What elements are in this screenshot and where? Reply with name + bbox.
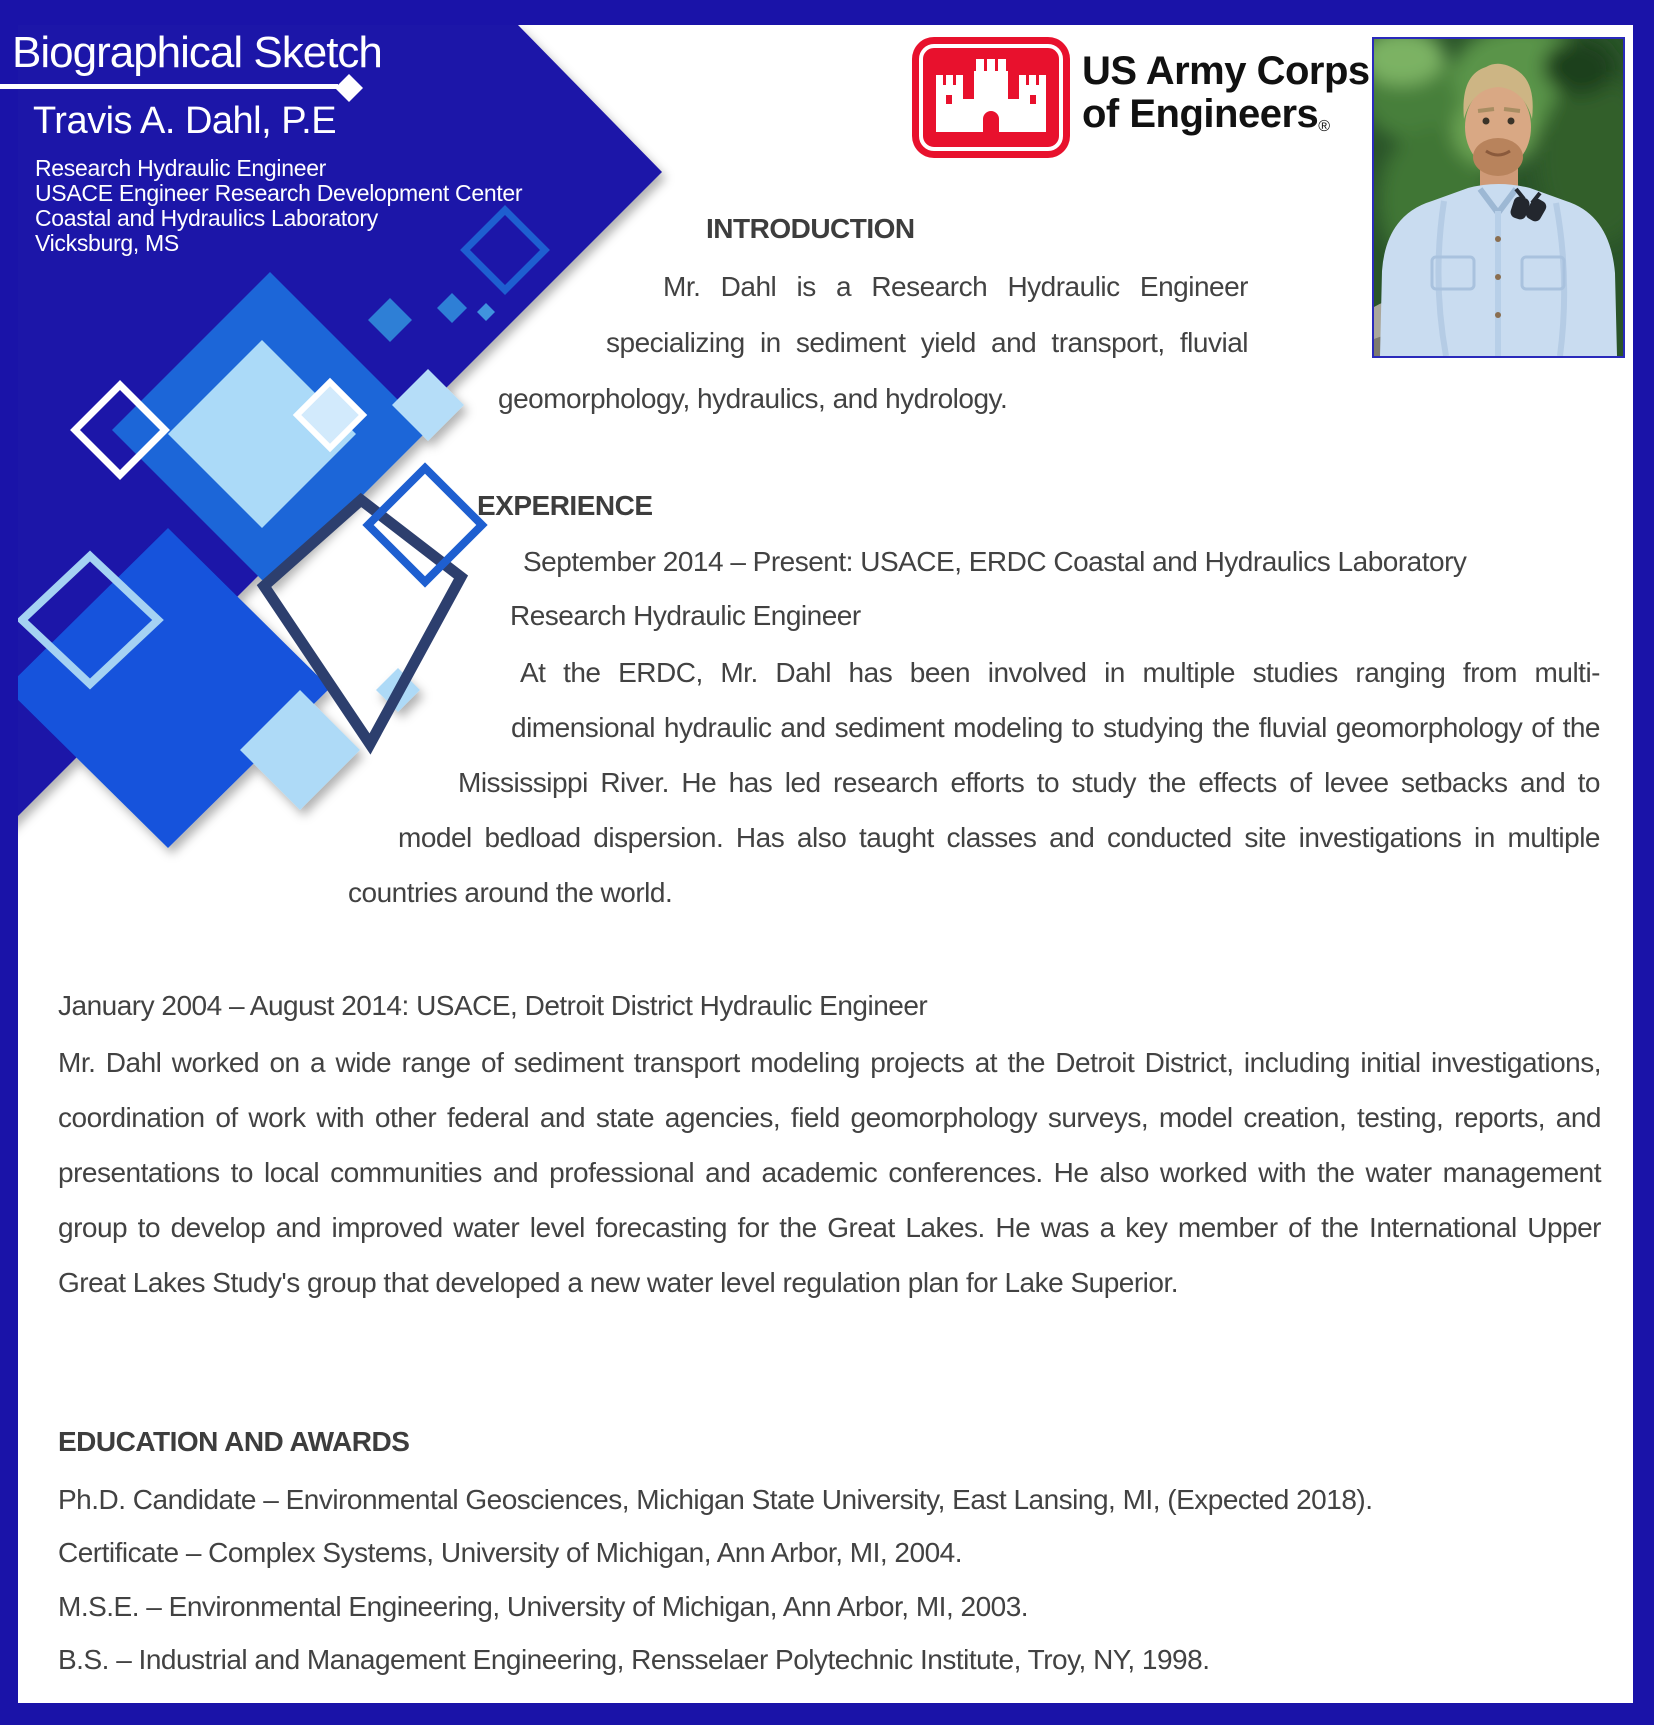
education-item-bs: B.S. – Industrial and Management Engineering, Rensselaer Polytechnic Institute, Troy, NY, 1998. — [58, 1644, 1210, 1675]
education-item-mse: M.S.E. – Environmental Engineering, University of Michigan, Ann Arbor, MI, 2003. — [58, 1591, 1029, 1622]
person-role: Research Hydraulic Engineer — [35, 155, 327, 181]
frame-right — [1633, 0, 1654, 1725]
job1-role: Research Hydraulic Engineer — [510, 600, 861, 631]
job1-paragraph: At the ERDC, Mr. Dahl has been involved in multiple studies ranging from multi-dimensional hydraulic and sediment modeling to studying the fluvial geomorphology of the Mississippi River. He has led research efforts to study the effects of levee setbacks and to model bedload dispersion. Has also taught classes and conducted site investigations in multiple countries around the world. — [348, 657, 1600, 908]
job1-title: September 2014 – Present: USACE, ERDC Coastal and Hydraulics Laboratory — [523, 546, 1467, 577]
introduction-paragraph: Mr. Dahl is a Research Hydraulic Engineer specializing in sediment yield and transport, fluvial geomorphology, hydraulics, and hydrology. — [498, 271, 1248, 414]
person-location: Vicksburg, MS — [35, 230, 179, 256]
usace-logo-line1: US Army Corps — [1082, 49, 1370, 93]
usace-castle-icon — [912, 37, 1070, 158]
person-name: Travis A. Dahl, P.E — [33, 100, 337, 142]
education-item-phd: Ph.D. Candidate – Environmental Geosciences, Michigan State University, East Lansing, MI, (Expected 2018). — [58, 1484, 1373, 1515]
frame-left — [0, 0, 18, 1725]
person-org: USACE Engineer Research Development Center — [35, 180, 523, 206]
portrait-photo — [1372, 37, 1625, 358]
introduction-heading: INTRODUCTION — [706, 213, 915, 244]
frame-bottom — [0, 1703, 1654, 1725]
education-item-certificate: Certificate – Complex Systems, University of Michigan, Ann Arbor, MI, 2004. — [58, 1537, 962, 1568]
registered-mark: ® — [1318, 118, 1330, 135]
title-underline — [0, 84, 338, 89]
education-heading: EDUCATION AND AWARDS — [58, 1426, 410, 1457]
experience-heading: EXPERIENCE — [477, 490, 653, 521]
person-lab: Coastal and Hydraulics Laboratory — [35, 205, 378, 231]
usace-logo-text — [1082, 50, 1370, 148]
job2-paragraph: Mr. Dahl worked on a wide range of sediment transport modeling projects at the Detroit District, including initial investigations, coordination of work with other federal and state agencies, field geomorphology surveys, model creation, testing, reports, and presentations to local communities and professional and academic conferences. He also worked with the water management group to develop and improved water level forecasting for the Great Lakes. He was a key member of the International Upper Great Lakes Study's group that developed a new water level regulation plan for Lake Superior. — [58, 1047, 1601, 1298]
page-title: Biographical Sketch — [12, 28, 382, 77]
usace-logo-line2: of Engineers® — [1082, 92, 1330, 136]
job2-title: January 2004 – August 2014: USACE, Detroit District Hydraulic Engineer — [58, 990, 928, 1021]
frame-top — [0, 0, 1654, 25]
